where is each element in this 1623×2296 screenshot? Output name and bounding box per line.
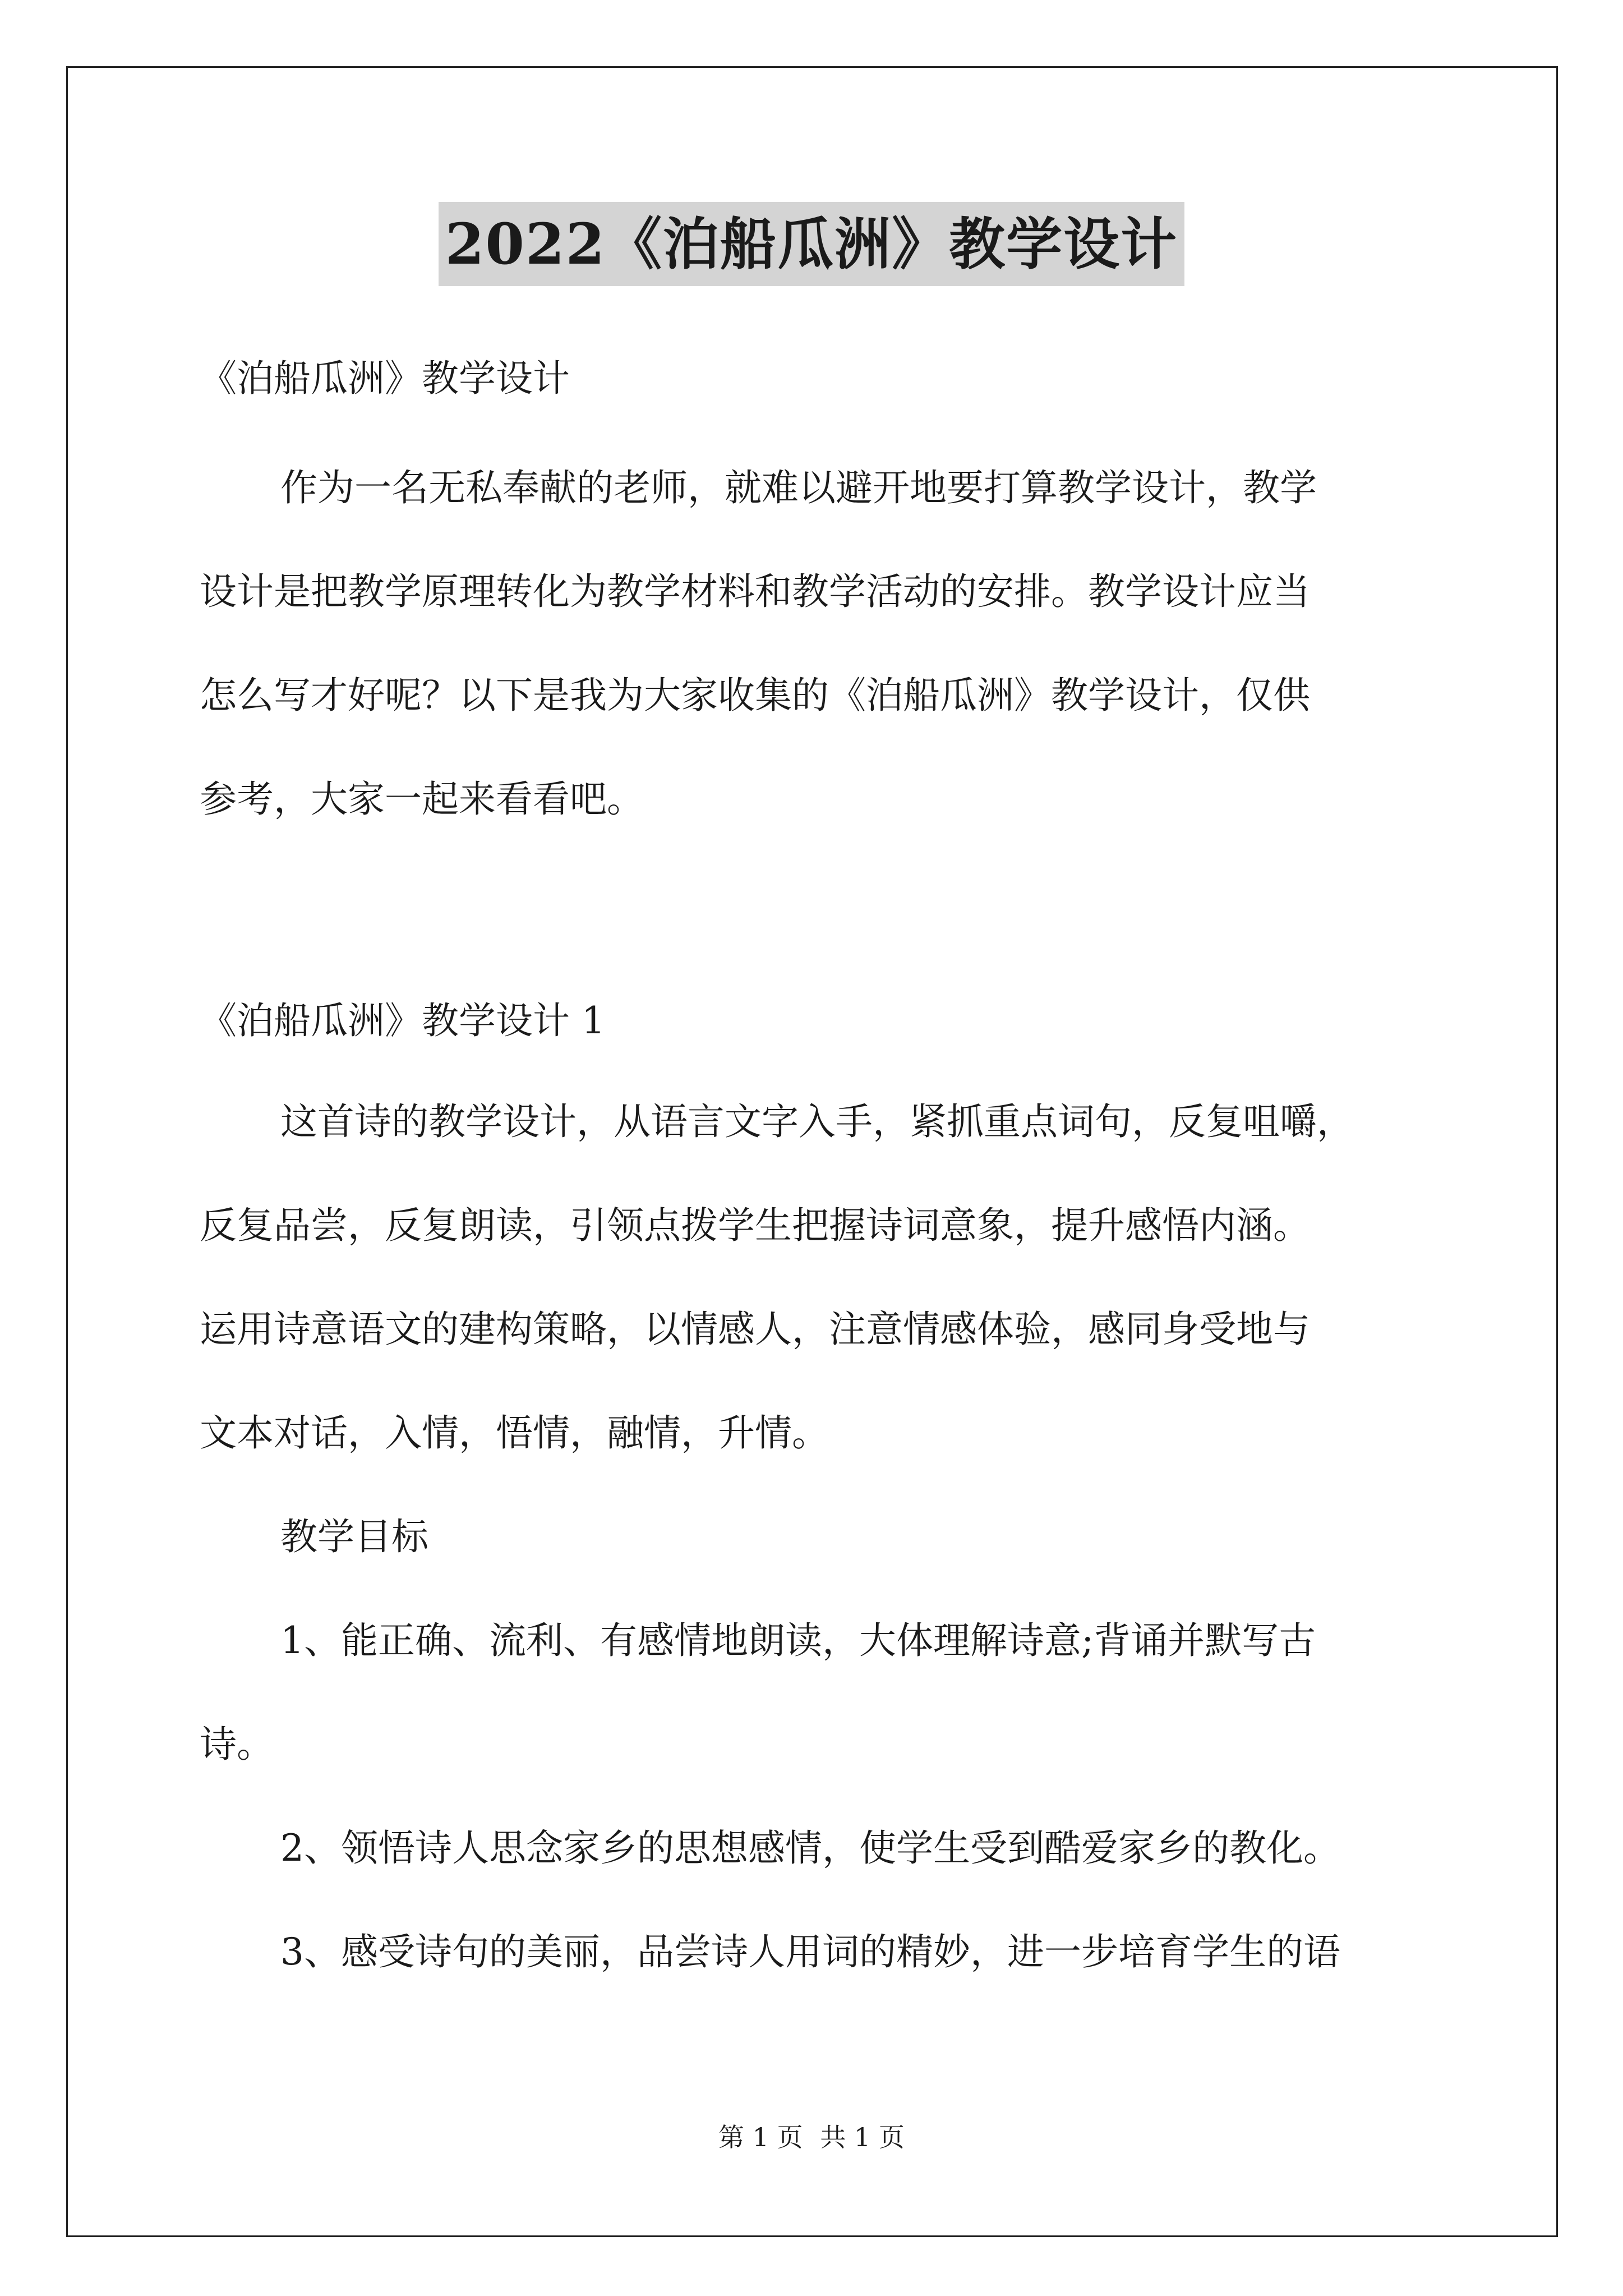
paragraph-line: 文本对话，入情，悟情，融情，升情。 xyxy=(200,1411,829,1455)
page-footer xyxy=(0,2120,1623,2154)
page-number: 第 1 页 xyxy=(718,2122,803,2152)
page-total: 共 1 页 xyxy=(820,2122,905,2152)
paragraph-line: 2、领悟诗人思念家乡的思想感情，使学生受到酷爱家乡的教化。 xyxy=(280,1826,1340,1870)
paragraph-line: 这首诗的教学设计，从语言文字入手，紧抓重点词句，反复咀嚼， xyxy=(280,1100,1354,1143)
subheading: 教学目标 xyxy=(280,1515,428,1558)
section-heading: 《泊船瓜洲》教学设计 1 xyxy=(200,999,605,1042)
paragraph-line: 诗。 xyxy=(200,1723,274,1766)
section-heading: 《泊船瓜洲》教学设计 xyxy=(200,357,570,400)
paragraph-line: 参考，大家一起来看看吧。 xyxy=(200,777,644,821)
paragraph-line: 反复品尝，反复朗读，引领点拨学生把握诗词意象，提升感悟内涵。 xyxy=(200,1204,1310,1247)
title-container xyxy=(0,202,1623,286)
paragraph-line: 怎么写才好呢？以下是我为大家收集的《泊船瓜洲》教学设计，仅供 xyxy=(200,674,1310,717)
document-title: 2022《泊船瓜洲》教学设计 xyxy=(439,202,1184,286)
paragraph-line: 作为一名无私奉献的老师，就难以避开地要打算教学设计，教学 xyxy=(280,466,1317,509)
paragraph-line: 3、感受诗句的美丽，品尝诗人用词的精妙，进一步培育学生的语 xyxy=(280,1930,1340,1973)
paragraph-line: 设计是把教学原理转化为教学材料和教学活动的安排。教学设计应当 xyxy=(200,570,1310,613)
paragraph-line: 1、能正确、流利、有感情地朗读，大体理解诗意;背诵并默写古 xyxy=(280,1619,1316,1662)
paragraph-line: 运用诗意语文的建构策略，以情感人，注意情感体验，感同身受地与 xyxy=(200,1308,1310,1351)
